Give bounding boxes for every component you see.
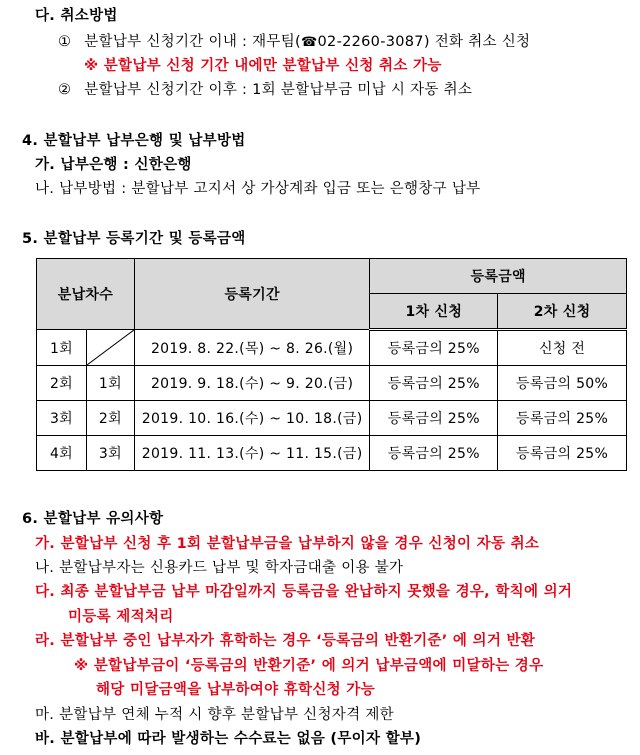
notice-ra: 라. 분할납부 중인 납부자가 휴학하는 경우 ‘등록금의 반환기준’ 에 의거 반환	[35, 633, 536, 649]
diagonal-line	[87, 330, 134, 365]
col-second-header: 2차 신청	[498, 294, 627, 330]
cell-round: 3회	[37, 401, 87, 436]
cell-first: 등록금의 25%	[370, 401, 498, 436]
notice-na: 나. 분할납부자는 신용카드 납부 및 학자금대출 이용 불가	[35, 560, 404, 576]
cell-sub-empty	[86, 330, 134, 366]
table-row	[37, 366, 627, 401]
cell-second: 등록금의 25%	[498, 401, 627, 436]
section5-heading: 5. 분할납부 등록기간 및 등록금액	[22, 231, 246, 247]
cell-second: 등록금의 50%	[498, 366, 627, 401]
cell-period: 2019. 9. 18.(수) ~ 9. 20.(금)	[134, 366, 370, 401]
cancel-item-1-text-post: 02-2260-3087) 전화 취소 신청	[317, 34, 531, 50]
section6-heading: 6. 분할납부 유의사항	[22, 511, 164, 527]
notice-ma: 마. 분할납부 연체 누적 시 향후 분할납부 신청자격 제한	[35, 707, 394, 723]
phone-icon: ☎	[301, 35, 318, 50]
notice-ba: 바. 분할납부에 따라 발생하는 수수료는 없음 (무이자 할부)	[35, 731, 422, 747]
cell-sub: 2회	[86, 401, 134, 436]
cell-second: 등록금의 25%	[498, 436, 627, 471]
cancel-item-2-marker: ②	[58, 82, 72, 98]
cancel-item-2	[58, 80, 472, 100]
notice-ga: 가. 분할납부 신청 후 1회 분할납부금을 납부하지 않을 경우 신청이 자동 취소	[35, 536, 540, 552]
table-row	[37, 436, 627, 471]
cell-second: 신청 전	[498, 330, 627, 366]
table-row	[37, 401, 627, 436]
cancel-item-1	[58, 32, 530, 53]
notice-ra-note-line2: 해당 미달금액을 납부하여야 휴학신청 가능	[96, 682, 375, 698]
cancel-note: ※ 분할납부 신청 기간 내에만 분할납부 신청 취소 가능	[84, 58, 442, 74]
col-installment-header: 분납차수	[37, 259, 135, 330]
cancel-item-1-text-pre: 분할납부 신청기간 이내 : 재무팀(	[84, 34, 302, 50]
notice-da-line1: 다. 최종 분할납부금 납부 마감일까지 등록금을 완납하지 못했을 경우, 학칙에 의거	[35, 584, 573, 600]
cell-round: 1회	[37, 330, 87, 366]
cell-first: 등록금의 25%	[370, 366, 498, 401]
cancel-item-2-text: 분할납부 신청기간 이후 : 1회 분할납부금 미납 시 자동 취소	[84, 82, 473, 98]
cell-first: 등록금의 25%	[370, 330, 498, 366]
cancel-item-1-marker: ①	[58, 34, 72, 50]
col-period-header: 등록기간	[134, 259, 370, 330]
col-first-header: 1차 신청	[370, 294, 498, 330]
section4-bank: 가. 납부은행 : 신한은행	[35, 157, 192, 173]
notice-ra-note-line1: ※ 분할납부금이 ‘등록금의 반환기준’ 에 의거 납부금액에 미달하는 경우	[74, 658, 544, 674]
notice-da-line2: 미등록 제적처리	[68, 609, 174, 625]
cell-round: 4회	[37, 436, 87, 471]
cell-sub: 3회	[86, 436, 134, 471]
cell-sub: 1회	[86, 366, 134, 401]
section4-heading: 4. 분할납부 납부은행 및 납부방법	[22, 133, 246, 149]
cell-period: 2019. 11. 13.(수) ~ 11. 15.(금)	[134, 436, 370, 471]
cancel-method-heading: 다. 취소방법	[35, 8, 118, 24]
cell-round: 2회	[37, 366, 87, 401]
table-row	[37, 330, 627, 366]
registration-table	[36, 258, 627, 471]
cell-period: 2019. 10. 16.(수) ~ 10. 18.(금)	[134, 401, 370, 436]
cell-period: 2019. 8. 22.(목) ~ 8. 26.(월)	[134, 330, 370, 366]
col-amount-header: 등록금액	[370, 259, 627, 294]
cell-first: 등록금의 25%	[370, 436, 498, 471]
section4-method: 나. 납부방법 : 분할납부 고지서 상 가상계좌 입금 또는 은행창구 납부	[35, 181, 481, 197]
